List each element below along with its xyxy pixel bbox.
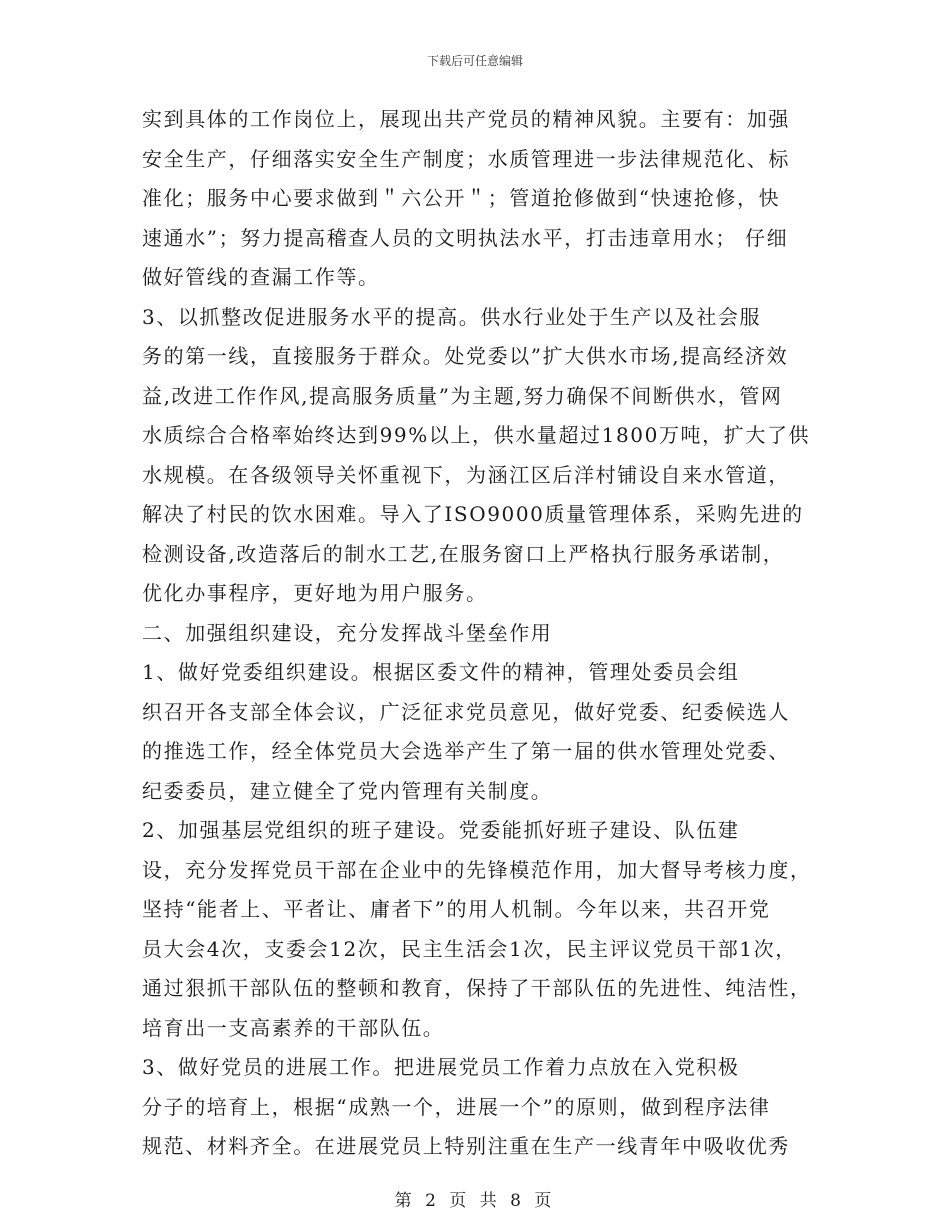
paragraph-4: 2、加强基层党组织的班子建设。党委能抓好班子建设、队伍建 设，充分发挥党员干部在企业中的先锋模范作用，加大督导考核力度， 坚持“能者上、平者让、庸者下”的用人机制。今年以来，共召开党 员大会4次，支委会12次，民主生活会1次，民主评议党员干部1次， 通过狠抓干部队伍的整顿和教育，保持了干部队伍的先进性、纯洁性， 培育出一支高素养的干部队伍。 — [142, 818, 812, 1040]
paragraph-5: 3、做好党员的进展工作。把进展党员工作着力点放在入党积极 分子的培育上，根据“成熟一个，进展一个”的原则，做到程序法律 规范、材料齐全。在进展党员上特别注重在生产一线青年中吸收优秀 — [142, 1055, 790, 1158]
document-body — [142, 100, 812, 1167]
section-heading: 二、加强组织建设，充分发挥战斗堡垒作用 — [142, 620, 553, 645]
page-header: 下载后可任意编辑 — [426, 54, 523, 68]
paragraph-3: 1、做好党委组织建设。根据区委文件的精神，管理处委员会组 织召开各支部全体会议，广泛征求党员意见，做好党委、纪委候选人 的推选工作，经全体党员大会选举产生了第一届的供水管理处党委、 纪委委员，建立健全了党内管理有关制度。 — [142, 660, 790, 803]
page-footer: 第 2 页 共 8 页 — [394, 1191, 556, 1211]
paragraph-1: 实到具体的工作岗位上，展现出共产党员的精神风貌。主要有：加强 安全生产，仔细落实安全生产制度；水质管理进一步法律规范化、标 准化；服务中心要求做到＂六公开＂；管道抢修做到“快速抢修，快 速通水”；努力提高稽查人员的文明执法水平，打击违章用水； 仔细 做好管线的查漏工作等。 — [142, 107, 790, 289]
paragraph-2: 3、以抓整改促进服务水平的提高。供水行业处于生产以及社会服 务的第一线，直接服务于群众。处党委以”扩大供水市场,提高经济效 益,改进工作作风,提高服务质量”为主题,努力确保不间断供水，管网 水质综合合格率始终达到99%以上，供水量超过1800万吨，扩大了供 水规模。在各级领导关怀重视下，为涵江区后洋村铺设自来水管道， 解决了村民的饮水困难。导入了ISO9000质量管理体系，采购先进的 检测设备,改造落后的制水工艺,在服务窗口上严格执行服务承诺制， 优化办事程序，更好地为用户服务。 — [142, 304, 811, 605]
